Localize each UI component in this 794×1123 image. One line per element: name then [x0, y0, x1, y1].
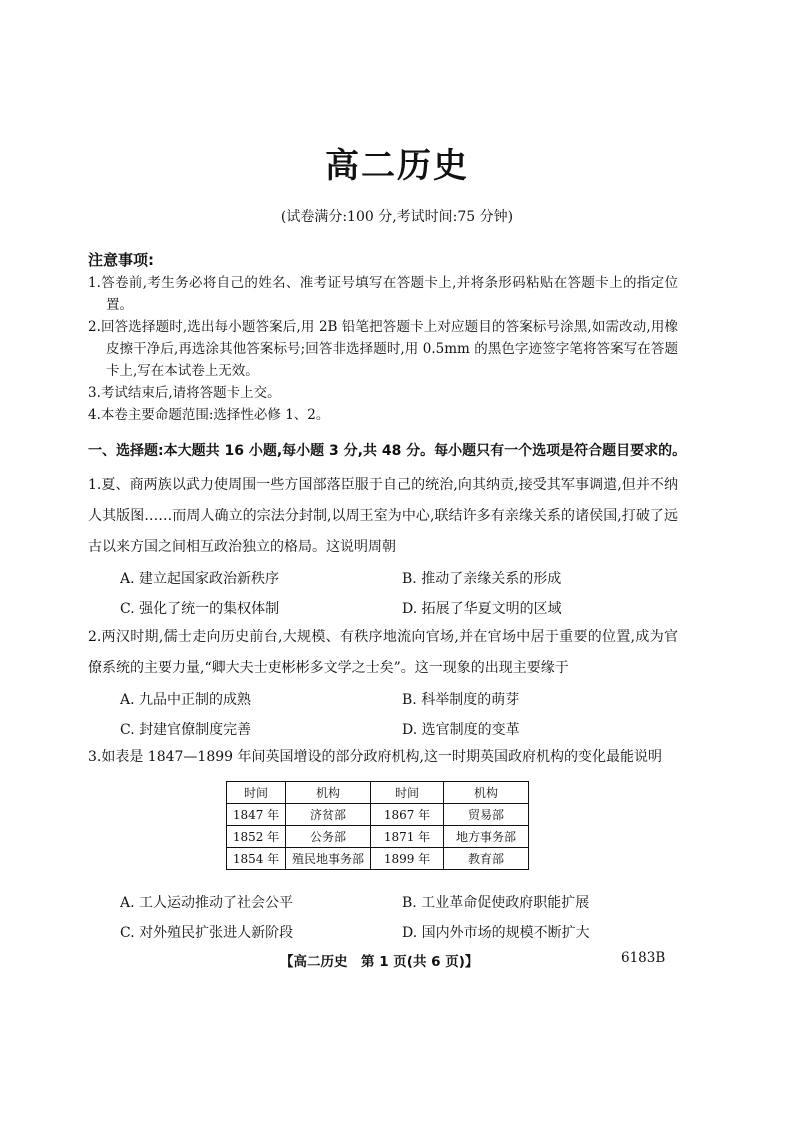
table-row — [227, 848, 529, 870]
table-cell: 1847 年 — [227, 804, 286, 826]
question-2 — [88, 622, 678, 684]
table-header: 时间 — [227, 782, 286, 804]
option-b: B. 推动了亲缘关系的形成 — [402, 571, 562, 587]
table-cell: 公务部 — [286, 826, 371, 848]
option-c: C. 强化了统一的集权体制 — [120, 601, 280, 617]
option-b: B. 工业革命促使政府职能扩展 — [402, 895, 590, 911]
table-header: 时间 — [371, 782, 444, 804]
table-cell: 1899 年 — [371, 848, 444, 870]
table-header-row — [227, 782, 529, 804]
option-b: B. 科举制度的萌芽 — [402, 692, 520, 708]
note-item: 3.考试结束后,请将答题卡上交。 — [88, 385, 281, 401]
option-a: A. 九品中正制的成熟 — [120, 692, 252, 708]
note-item: 4.本卷主要命题范围:选择性必修 1、2。 — [88, 407, 330, 423]
table-cell: 殖民地事务部 — [286, 848, 371, 870]
question-stem: 3.如表是 1847—1899 年间英国增设的部分政府机构,这一时期英国政府机构的变化最能说明 — [88, 749, 662, 765]
question-3 — [88, 742, 678, 773]
option-c: C. 对外殖民扩张进人新阶段 — [120, 925, 294, 941]
option-a: A. 工人运动推动了社会公平 — [120, 895, 294, 911]
note-item: 2.回答选择题时,选出每小题答案后,用 2B 铅笔把答题卡上对应题目的答案标号涂黑,如需改动,用橡皮擦干净后,再选涂其他答案标号;回答非选择题时,用 0.5mm 的黑色字迹签字笔将答案写在答题卡上,写在本试卷上无效。 — [88, 319, 678, 379]
table-row — [227, 826, 529, 848]
option-a: A. 建立起国家政治新秩序 — [120, 571, 280, 587]
table-cell: 1852 年 — [227, 826, 286, 848]
table-cell: 贸易部 — [444, 804, 529, 826]
page-title: 高二历史 — [325, 146, 469, 186]
paper-code: 6183B — [621, 950, 666, 966]
table-header: 机构 — [286, 782, 371, 804]
option-c: C. 封建官僚制度完善 — [120, 722, 252, 738]
question-1 — [88, 470, 678, 563]
table-cell: 1854 年 — [227, 848, 286, 870]
question-stem: 2.两汉时期,儒士走向历史前台,大规模、有秩序地流向官场,并在官场中居于重要的位置,成为官僚系统的主要力量,“卿大夫士吏彬彬多文学之士矣”。这一现象的出现主要缘于 — [88, 629, 678, 676]
agency-table — [226, 781, 529, 870]
section-heading: 一、选择题:本大题共 16 小题,每小题 3 分,共 48 分。每小题只有一个选项是符合题目要求的。 — [88, 443, 687, 459]
table-cell: 教育部 — [444, 848, 529, 870]
option-d: D. 选官制度的变革 — [402, 722, 520, 738]
page-number: 【高二历史 第 1 页(共 6 页)】 — [280, 954, 479, 970]
table-cell: 1867 年 — [371, 804, 444, 826]
table-header: 机构 — [444, 782, 529, 804]
question-stem: 1.夏、商两族以武力使周围一些方国部落臣服于自己的统治,向其纳贡,接受其军事调遣,但并不纳人其版图……而周人确立的宗法分封制,以周王室为中心,联结许多有亲缘关系的诸侯国,打破了远古以来方国之间相互政治独立的格局。这说明周朝 — [88, 477, 678, 555]
note-item: 1.答卷前,考生务必将自己的姓名、准考证号填写在答题卡上,并将条形码粘贴在答题卡上的指定位置。 — [88, 275, 678, 313]
table-cell: 济贫部 — [286, 804, 371, 826]
exam-info: (试卷满分:100 分,考试时间:75 分钟) — [280, 209, 514, 225]
table-row — [227, 804, 529, 826]
option-d: D. 国内外市场的规模不断扩大 — [402, 925, 590, 941]
notes-list — [88, 272, 678, 426]
table-cell: 1871 年 — [371, 826, 444, 848]
notes-heading: 注意事项: — [88, 251, 154, 269]
option-d: D. 拓展了华夏文明的区域 — [402, 601, 562, 617]
table-cell: 地方事务部 — [444, 826, 529, 848]
